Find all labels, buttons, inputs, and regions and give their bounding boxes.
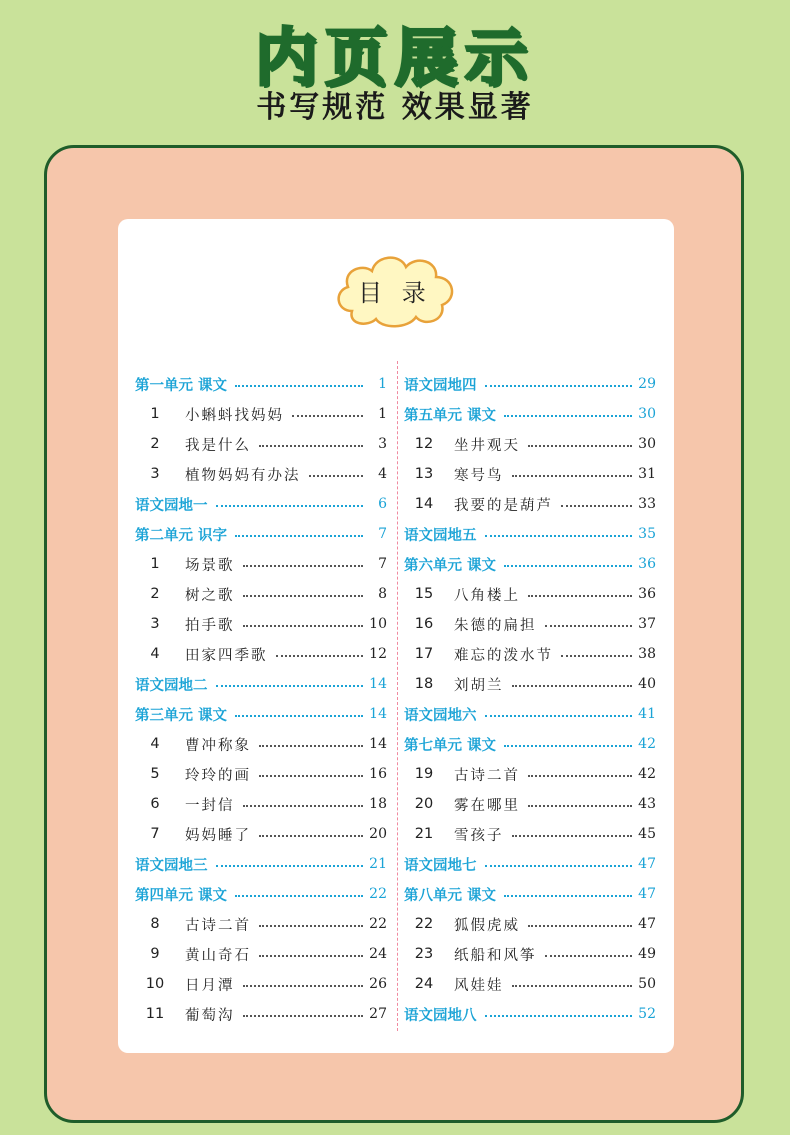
lesson-title: 田家四季歌	[185, 647, 268, 664]
dot-leader	[512, 685, 633, 687]
dot-leader	[528, 925, 632, 927]
unit-label: 语文园地二	[135, 677, 208, 694]
lesson-title: 雪孩子	[454, 827, 504, 844]
page-number: 42	[638, 766, 656, 782]
lesson-number: 4	[150, 736, 160, 752]
toc-unit-row	[404, 849, 656, 879]
lesson-number: 12	[414, 436, 434, 452]
toc-lesson-row	[404, 639, 656, 669]
page-number: 14	[369, 706, 387, 722]
lesson-number: 21	[414, 826, 434, 842]
column-divider	[397, 361, 398, 1031]
dot-leader	[528, 445, 632, 447]
page-number: 27	[369, 1006, 387, 1022]
page-number: 42	[638, 736, 656, 752]
page-number: 20	[369, 826, 387, 842]
dot-leader	[485, 1015, 633, 1017]
toc-lesson-row	[404, 759, 656, 789]
page-number: 24	[369, 946, 387, 962]
toc-unit-row	[404, 729, 656, 759]
toc-lesson-row	[135, 939, 387, 969]
dot-leader	[243, 565, 364, 567]
dot-leader	[259, 775, 363, 777]
page-number: 36	[638, 556, 656, 572]
unit-label: 语文园地八	[404, 1007, 477, 1024]
unit-label: 语文园地六	[404, 707, 477, 724]
lesson-title: 小蝌蚪找妈妈	[185, 407, 284, 424]
banner-title: 内页展示	[254, 21, 535, 94]
lesson-title: 朱德的扁担	[454, 617, 537, 634]
lesson-title: 树之歌	[185, 587, 235, 604]
dot-leader	[243, 625, 364, 627]
lesson-number: 6	[150, 796, 160, 812]
page-number: 14	[369, 676, 387, 692]
toc-unit-row	[404, 879, 656, 909]
toc-lesson-row	[135, 999, 387, 1029]
page-number: 1	[378, 376, 387, 392]
toc-lesson-row	[404, 609, 656, 639]
lesson-title: 曹冲称象	[185, 737, 251, 754]
dot-leader	[216, 865, 364, 867]
page-number: 43	[638, 796, 656, 812]
toc-lesson-row	[135, 609, 387, 639]
dot-leader	[485, 385, 633, 387]
lesson-title: 我是什么	[185, 437, 251, 454]
page-number: 22	[369, 916, 387, 932]
page-number: 21	[369, 856, 387, 872]
banner-subtitle: 书写规范 效果显著	[256, 90, 534, 125]
lesson-title: 雾在哪里	[454, 797, 520, 814]
toc-lesson-row	[135, 639, 387, 669]
page-number: 30	[638, 406, 656, 422]
page-number: 12	[369, 646, 387, 662]
lesson-number: 4	[150, 646, 160, 662]
lesson-title: 场景歌	[185, 557, 235, 574]
toc-lesson-row	[135, 729, 387, 759]
toc-unit-row	[135, 369, 387, 399]
toc-unit-row	[404, 999, 656, 1029]
toc-lesson-row	[135, 459, 387, 489]
dot-leader	[259, 955, 363, 957]
toc-lesson-row	[135, 429, 387, 459]
dot-leader	[485, 535, 633, 537]
page-number: 33	[638, 496, 656, 512]
toc-lesson-row	[135, 819, 387, 849]
lesson-number: 23	[414, 946, 434, 962]
lesson-number: 24	[414, 976, 434, 992]
lesson-number: 9	[150, 946, 160, 962]
lesson-title: 八角楼上	[454, 587, 520, 604]
lesson-title: 刘胡兰	[454, 677, 504, 694]
unit-label: 第二单元 识字	[135, 527, 228, 544]
lesson-title: 古诗二首	[185, 917, 251, 934]
lesson-number: 3	[150, 466, 160, 482]
dot-leader	[504, 745, 632, 747]
toc-lesson-row	[404, 909, 656, 939]
toc-page	[118, 219, 674, 1053]
lesson-number: 5	[150, 766, 160, 782]
lesson-title: 坐井观天	[454, 437, 520, 454]
lesson-number: 11	[145, 1006, 165, 1022]
dot-leader	[309, 475, 364, 477]
lesson-number: 7	[150, 826, 160, 842]
unit-label: 语文园地三	[135, 857, 208, 874]
page-number: 6	[378, 496, 387, 512]
lesson-number: 20	[414, 796, 434, 812]
page-number: 22	[369, 886, 387, 902]
dot-leader	[259, 745, 363, 747]
dot-leader	[485, 715, 633, 717]
toc-lesson-row	[135, 909, 387, 939]
lesson-title: 寒号鸟	[454, 467, 504, 484]
dot-leader	[545, 625, 633, 627]
page-number: 26	[369, 976, 387, 992]
lesson-number: 10	[145, 976, 165, 992]
unit-label: 语文园地五	[404, 527, 477, 544]
lesson-title: 古诗二首	[454, 767, 520, 784]
toc-lesson-row	[135, 579, 387, 609]
toc-unit-row	[135, 519, 387, 549]
dot-leader	[545, 955, 633, 957]
page-number: 10	[369, 616, 387, 632]
toc-lesson-row	[404, 969, 656, 999]
lesson-title: 黄山奇石	[185, 947, 251, 964]
toc-lesson-row	[404, 819, 656, 849]
toc-unit-row	[135, 849, 387, 879]
page-number: 49	[638, 946, 656, 962]
dot-leader	[216, 505, 364, 507]
toc-lesson-row	[404, 669, 656, 699]
page-number: 45	[638, 826, 656, 842]
lesson-number: 1	[150, 556, 160, 572]
lesson-title: 一封信	[185, 797, 235, 814]
page-number: 38	[638, 646, 656, 662]
page-number: 16	[369, 766, 387, 782]
page-number: 14	[369, 736, 387, 752]
lesson-title: 日月潭	[185, 977, 235, 994]
page-number: 40	[638, 676, 656, 692]
lesson-number: 18	[414, 676, 434, 692]
dot-leader	[276, 655, 364, 657]
lesson-title: 难忘的泼水节	[454, 647, 553, 664]
toc-unit-row	[135, 879, 387, 909]
dot-leader	[235, 715, 363, 717]
toc-lesson-row	[404, 939, 656, 969]
toc-unit-row	[135, 699, 387, 729]
toc-lesson-row	[135, 789, 387, 819]
toc-lesson-row	[135, 549, 387, 579]
dot-leader	[243, 985, 364, 987]
page-number: 30	[638, 436, 656, 452]
page-number: 35	[638, 526, 656, 542]
page-number: 7	[378, 556, 387, 572]
toc-lesson-row	[404, 579, 656, 609]
lesson-number: 2	[150, 586, 160, 602]
dot-leader	[504, 895, 632, 897]
dot-leader	[504, 415, 632, 417]
page-number: 7	[378, 526, 387, 542]
unit-label: 第五单元 课文	[404, 407, 497, 424]
page-number: 41	[638, 706, 656, 722]
lesson-number: 19	[414, 766, 434, 782]
dot-leader	[292, 415, 363, 417]
unit-label: 第一单元 课文	[135, 377, 228, 394]
toc-unit-row	[404, 549, 656, 579]
toc-lesson-row	[135, 759, 387, 789]
lesson-number: 16	[414, 616, 434, 632]
lesson-title: 拍手歌	[185, 617, 235, 634]
lesson-number: 22	[414, 916, 434, 932]
toc-lesson-row	[404, 459, 656, 489]
page-number: 3	[378, 436, 387, 452]
toc-right-column	[404, 369, 656, 1029]
unit-label: 第六单元 课文	[404, 557, 497, 574]
dot-leader	[235, 895, 363, 897]
lesson-title: 纸船和风筝	[454, 947, 537, 964]
lesson-number: 13	[414, 466, 434, 482]
dot-leader	[561, 655, 632, 657]
page-number: 47	[638, 856, 656, 872]
unit-label: 第三单元 课文	[135, 707, 228, 724]
lesson-title: 风娃娃	[454, 977, 504, 994]
dot-leader	[216, 685, 364, 687]
toc-lesson-row	[404, 489, 656, 519]
unit-label: 语文园地四	[404, 377, 477, 394]
page-number: 47	[638, 916, 656, 932]
toc-unit-row	[404, 519, 656, 549]
dot-leader	[485, 865, 633, 867]
page-number: 50	[638, 976, 656, 992]
unit-label: 第四单元 课文	[135, 887, 228, 904]
toc-lesson-row	[404, 789, 656, 819]
lesson-number: 17	[414, 646, 434, 662]
lesson-number: 2	[150, 436, 160, 452]
toc-title: 目 录	[358, 279, 432, 307]
lesson-title: 妈妈睡了	[185, 827, 251, 844]
toc-lesson-row	[135, 399, 387, 429]
page-number: 36	[638, 586, 656, 602]
dot-leader	[243, 1015, 364, 1017]
unit-label: 第七单元 课文	[404, 737, 497, 754]
dot-leader	[235, 535, 363, 537]
page-number: 8	[378, 586, 387, 602]
dot-leader	[528, 595, 632, 597]
lesson-number: 14	[414, 496, 434, 512]
dot-leader	[243, 805, 364, 807]
dot-leader	[512, 985, 633, 987]
lesson-number: 8	[150, 916, 160, 932]
toc-lesson-row	[404, 429, 656, 459]
toc-unit-row	[404, 399, 656, 429]
toc-left-column	[135, 369, 387, 1029]
dot-leader	[259, 445, 363, 447]
page-number: 47	[638, 886, 656, 902]
toc-lesson-row	[135, 969, 387, 999]
toc-unit-row	[135, 669, 387, 699]
lesson-title: 植物妈妈有办法	[185, 467, 301, 484]
lesson-number: 3	[150, 616, 160, 632]
page-number: 1	[378, 406, 387, 422]
page-number: 18	[369, 796, 387, 812]
toc-unit-row	[135, 489, 387, 519]
dot-leader	[528, 805, 632, 807]
lesson-title: 葡萄沟	[185, 1007, 235, 1024]
lesson-title: 玲玲的画	[185, 767, 251, 784]
page-number: 29	[638, 376, 656, 392]
lesson-title: 狐假虎威	[454, 917, 520, 934]
dot-leader	[243, 595, 364, 597]
toc-unit-row	[404, 699, 656, 729]
page-number: 4	[378, 466, 387, 482]
dot-leader	[504, 565, 632, 567]
dot-leader	[512, 835, 633, 837]
dot-leader	[512, 475, 633, 477]
dot-leader	[259, 835, 363, 837]
page-number: 37	[638, 616, 656, 632]
unit-label: 语文园地七	[404, 857, 477, 874]
dot-leader	[528, 775, 632, 777]
unit-label: 第八单元 课文	[404, 887, 497, 904]
dot-leader	[561, 505, 632, 507]
unit-label: 语文园地一	[135, 497, 208, 514]
toc-unit-row	[404, 369, 656, 399]
dot-leader	[235, 385, 363, 387]
lesson-number: 1	[150, 406, 160, 422]
page-number: 31	[638, 466, 656, 482]
lesson-number: 15	[414, 586, 434, 602]
page-number: 52	[638, 1006, 656, 1022]
dot-leader	[259, 925, 363, 927]
lesson-title: 我要的是葫芦	[454, 497, 553, 514]
